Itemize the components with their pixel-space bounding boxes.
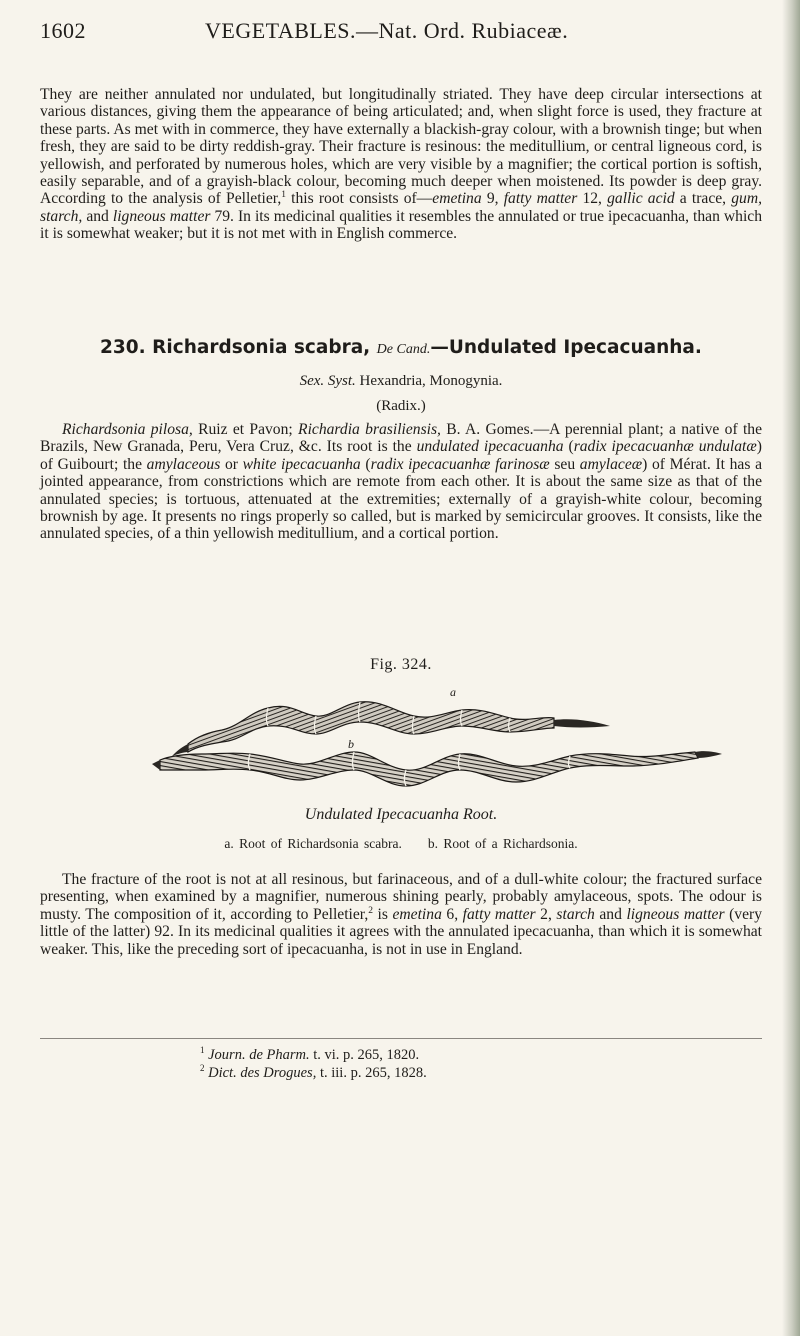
sex-syst-label: Sex. Syst. bbox=[299, 373, 356, 389]
footnote-ref-1[interactable]: 1 bbox=[281, 190, 287, 201]
section-common-name: —Undulated Ipecacuanha. bbox=[430, 337, 702, 358]
page-edge-shadow bbox=[782, 0, 800, 1336]
figure-letter-b: b bbox=[348, 737, 354, 751]
section-authority: De Cand. bbox=[376, 342, 431, 357]
sex-syst-value: Hexandria, Monogynia. bbox=[359, 373, 503, 389]
sexual-system-line bbox=[40, 373, 762, 390]
paragraph-fracture-composition: The fracture of the root is not at all resinous, but farinaceous, and of a dull-white colour; the fractured surface presenting, when examined by a magnifier, numerous shining pearly, probably amylaceous, spots. The odour is musty. The composition of it, according to Pelletier,$^2$ is emetina 6, fatty matter 2, starch and ligneous matter (very little of the latter) 92. In its medicinal qualities it agrees with the annulated ipecacuanha, than which it is somewhat weaker. This, like the preceding sort of ipecacuanha, is not in use in England. bbox=[40, 871, 762, 958]
running-title: VEGETABLES.—Nat. Ord. Rubiaceæ. bbox=[205, 18, 569, 43]
root-a-drawing bbox=[172, 702, 610, 756]
root-illustration bbox=[150, 682, 730, 792]
paragraph-richardsonia-description: Richardsonia pilosa, Ruiz et Pavon; Richardia brasiliensis, B. A. Gomes.—A perennial plant; a native of the Brazils, New Granada, Peru, Vera Cruz, &c. Its root is the undulated ipecacuanha (radix ipecacuanhæ undulatæ) of Guibourt; the amylaceous or white ipecacuanha (radix ipecacuanhæ farinosæ seu amylaceæ) of Mérat. It has a jointed appearance, from constrictions which are remote from each other. It is about the same size as that of the annulated species; is tortuous, attenuated at the extremities; externally of a grayish-white colour, becoming brownish by age. It presents no rings properly so called, but is marked by semicircular grooves. It consists, like the annulated species, of a thin yellowish meditullium, and a cortical portion. bbox=[40, 421, 762, 543]
figure-letter-a: a bbox=[450, 685, 456, 699]
page-number: 1602 bbox=[40, 18, 86, 43]
figure-label: Fig. 324. bbox=[370, 656, 432, 673]
radix-line: (Radix.) bbox=[376, 398, 426, 414]
section-species: Richardsonia scabra, bbox=[152, 337, 371, 358]
legend-item-b: b. Root of a Richardsonia. bbox=[427, 836, 578, 851]
root-b-drawing bbox=[152, 751, 722, 786]
footnote-divider bbox=[40, 1038, 762, 1039]
footnote-2: $^2$ Dict. des Drogues, t. iii. p. 265, 1828. bbox=[200, 1063, 427, 1081]
footnotes bbox=[200, 1046, 700, 1082]
legend-item-a: a. Root of Richardsonia scabra. bbox=[224, 836, 402, 851]
footnote-1: $^1$ Journ. de Pharm. t. vi. p. 265, 1820. bbox=[200, 1045, 420, 1063]
section-heading bbox=[40, 337, 762, 358]
footnote-ref-2[interactable]: 2 bbox=[368, 905, 374, 916]
section-number: 230. bbox=[100, 337, 146, 358]
figure-title: Undulated Ipecacuanha Root. bbox=[304, 806, 498, 823]
figure-legend bbox=[40, 836, 762, 852]
running-header bbox=[40, 18, 760, 54]
paragraph-ipecac-striated: They are neither annulated nor undulated, but longitudinally striated. They have deep circular intersections at various distances, giving them the appearance of being articulated; and, when slight force is used, they fracture at these parts. As met with in commerce, they have externally a blackish-gray colour, with a brownish tinge; but when fresh, they are said to be dirty reddish-gray. Their fracture is resinous: the meditullium, or central ligneous cord, is yellowish, and perforated by numerous holes, which are very visible by a magnifier; the cortical portion is softish, easily separable, and of a grayish-black colour, becoming much deeper when moistened. Its powder is deep gray. According to the analysis of Pelletier,$^1$ this root consists of—emetina 9, fatty matter 12, gallic acid a trace, gum, starch, and ligneous matter 79. In its medicinal qualities it resembles the annulated or true ipecacuanha, than which it is somewhat weaker; but it is not met with in English commerce. bbox=[40, 86, 762, 243]
